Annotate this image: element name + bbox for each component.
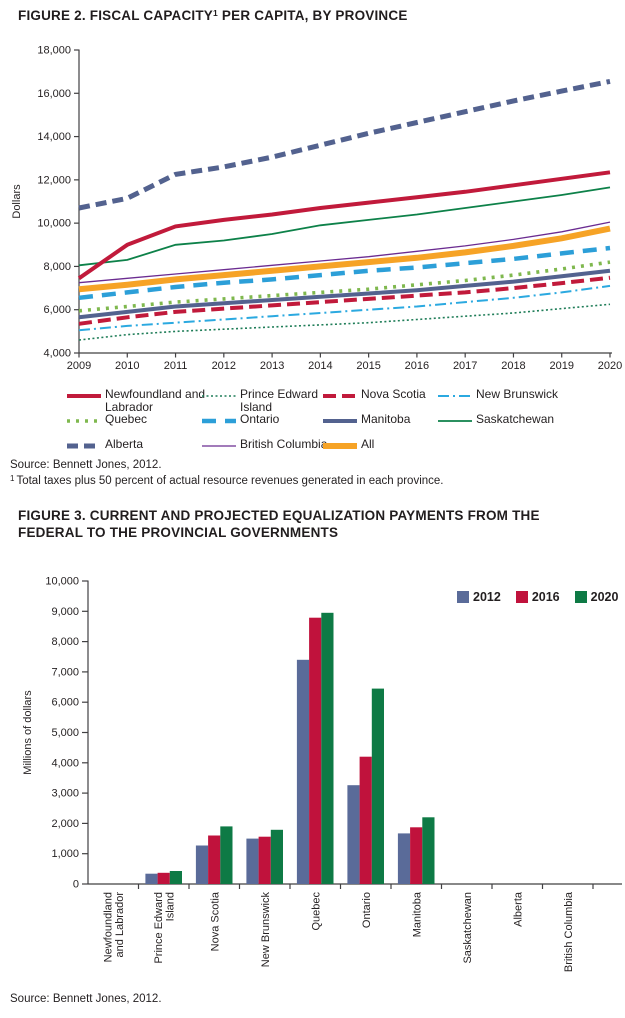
legend-label: Manitoba: [361, 412, 411, 426]
legend-label: Newfoundland and Labrador: [105, 387, 206, 414]
legend-item-manitoba: [322, 413, 410, 427]
x-tick-label: 2016: [404, 360, 430, 372]
y-tick-label: 1,000: [51, 848, 79, 861]
x-category-label: New Brunswick: [259, 892, 272, 968]
y-tick-label: 4,000: [51, 757, 79, 770]
legend-item-newfoundland-and-labrador: [66, 388, 209, 413]
bar-2016-quebec: [309, 618, 321, 884]
legend-label: Quebec: [105, 412, 148, 426]
legend-swatch-2020: [575, 591, 587, 603]
x-category-label: Prince Edward: [153, 892, 165, 964]
y-tick-label: 16,000: [37, 87, 71, 100]
bar-2012-prince-edward-island: [145, 874, 157, 884]
legend-label: British Columbia: [240, 437, 328, 451]
x-category-label: and Labrador: [114, 892, 126, 958]
figure2-title-footnote-marker: 1: [213, 8, 218, 18]
legend-swatch-2012: [457, 591, 469, 603]
figure2-source: Source: Bennett Jones, 2012.: [10, 459, 162, 471]
legend-swatch-2016: [516, 591, 528, 603]
footnote-text: Total taxes plus 50 percent of actual resource revenues generated in each province.: [16, 475, 444, 487]
bar-2020-prince-edward-island: [170, 871, 182, 884]
legend-label: New Brunswick: [476, 387, 559, 401]
figure3-title-line1: FIGURE 3. CURRENT AND PROJECTED EQUALIZATION PAYMENTS FROM THE: [18, 508, 540, 523]
legend-swatch-newfoundland-and-labrador: [66, 389, 102, 402]
legend-swatch-nova-scotia: [322, 389, 358, 402]
figure2-line-chart: [0, 40, 625, 385]
legend-swatch-prince-edward-island: [201, 389, 237, 402]
y-axis-title: Millions of dollars: [22, 690, 34, 775]
figure2-footnote: [10, 474, 444, 487]
y-tick-label: 18,000: [37, 44, 71, 57]
legend-label: 2020: [590, 590, 619, 604]
bar-2016-nova-scotia: [208, 836, 220, 885]
y-tick-label: 0: [72, 878, 79, 891]
y-tick-label: 9,000: [51, 605, 79, 618]
legend-item-ontario: [201, 413, 279, 427]
legend-label: Saskatchewan: [476, 412, 555, 426]
bar-2012-manitoba: [398, 833, 410, 884]
legend-label: Alberta: [105, 437, 144, 451]
figure2-title: [18, 8, 408, 23]
x-tick-label: 2018: [501, 360, 526, 372]
y-tick-label: 8,000: [43, 260, 71, 273]
legend-item-2012: [457, 590, 501, 604]
x-tick-label: 2014: [308, 360, 333, 372]
legend-swatch-british-columbia: [201, 439, 237, 452]
x-tick-label: 2017: [452, 360, 478, 372]
x-category-label: Island: [164, 892, 177, 922]
figure2-title-text-2: PER CAPITA, BY PROVINCE: [217, 8, 408, 23]
x-tick-label: 2020: [597, 360, 623, 372]
legend-item-all: [322, 438, 374, 452]
y-tick-label: 8,000: [51, 636, 79, 649]
x-category-label: Ontario: [360, 892, 373, 929]
legend-swatch-new-brunswick: [437, 389, 473, 402]
bar-2016-new-brunswick: [259, 837, 271, 884]
x-tick-label: 2012: [211, 360, 237, 372]
x-category-label: Quebec: [310, 892, 323, 931]
bar-2016-ontario: [360, 757, 372, 884]
x-category-label: Alberta: [512, 892, 525, 927]
y-tick-label: 3,000: [51, 787, 79, 800]
series-line-alberta: [79, 81, 610, 208]
x-category-label: Saskatchewan: [461, 892, 474, 964]
legend-swatch-saskatchewan: [437, 414, 473, 427]
footnote-marker: 1: [10, 474, 15, 483]
x-category-label: British Columbia: [562, 892, 575, 973]
y-tick-label: 6,000: [51, 696, 79, 709]
bar-2016-prince-edward-island: [158, 873, 170, 884]
x-tick-label: 2009: [66, 360, 92, 372]
legend-item-saskatchewan: [437, 413, 554, 427]
legend-item-2020: [575, 590, 619, 604]
figure3-bar-chart: [0, 570, 625, 1010]
legend-label: Ontario: [240, 412, 280, 426]
y-tick-label: 7,000: [51, 666, 79, 679]
figure2-title-text: FIGURE 2. FISCAL CAPACITY: [18, 8, 214, 23]
legend-label: Prince Edward Island: [240, 387, 319, 414]
bar-2012-quebec: [297, 660, 309, 884]
legend-item-new-brunswick: [437, 388, 558, 402]
legend-label: 2016: [531, 590, 560, 604]
y-axis-title: Dollars: [11, 184, 23, 219]
series-line-saskatchewan: [79, 187, 610, 265]
bar-2012-ontario: [347, 785, 359, 884]
series-line-quebec: [79, 262, 610, 311]
figure3-title-line2: FEDERAL TO THE PROVINCIAL GOVERNMENTS: [18, 525, 339, 540]
legend-item-nova-scotia: [322, 388, 426, 402]
bar-2020-manitoba: [422, 817, 434, 884]
legend-item-alberta: [66, 438, 143, 452]
x-tick-label: 2010: [115, 360, 140, 372]
bar-2020-nova-scotia: [220, 826, 232, 884]
y-tick-label: 10,000: [37, 217, 71, 230]
y-tick-label: 14,000: [37, 131, 71, 144]
legend-swatch-alberta: [66, 439, 102, 452]
y-tick-label: 2,000: [51, 817, 79, 830]
bar-2012-nova-scotia: [196, 846, 208, 885]
legend-swatch-ontario: [201, 414, 237, 427]
y-tick-label: 6,000: [43, 304, 71, 317]
series-line-manitoba: [79, 271, 610, 318]
x-tick-label: 2011: [163, 360, 188, 372]
series-line-nova-scotia: [79, 278, 610, 324]
x-category-label: Newfoundland: [102, 892, 115, 963]
y-tick-label: 10,000: [45, 575, 79, 588]
legend-label: All: [361, 437, 375, 451]
legend-swatch-quebec: [66, 414, 102, 427]
bar-2020-new-brunswick: [271, 830, 283, 884]
legend-swatch-all: [322, 439, 358, 452]
y-tick-label: 5,000: [51, 727, 79, 739]
x-tick-label: 2015: [356, 360, 381, 372]
x-tick-label: 2013: [259, 360, 285, 372]
legend-swatch-manitoba: [322, 414, 358, 427]
x-category-label: Nova Scotia: [209, 892, 222, 952]
legend-label: 2012: [473, 590, 501, 604]
y-tick-label: 4,000: [43, 347, 71, 360]
x-category-label: Manitoba: [411, 892, 424, 938]
bar-2020-quebec: [321, 613, 333, 884]
bar-2020-ontario: [372, 689, 384, 884]
bar-2016-manitoba: [410, 827, 422, 884]
bar-2012-new-brunswick: [246, 839, 258, 884]
legend-item-2016: [516, 590, 560, 604]
x-tick-label: 2019: [549, 360, 574, 372]
legend-label: Nova Scotia: [361, 387, 426, 401]
legend-item-british-columbia: [201, 438, 327, 452]
figure3-title: [18, 507, 583, 541]
figure3-source: Source: Bennett Jones, 2012.: [10, 993, 162, 1005]
y-tick-label: 12,000: [37, 174, 71, 187]
figure3-legend: [457, 590, 618, 604]
legend-item-quebec: [66, 413, 147, 427]
series-line-ontario: [79, 248, 610, 298]
